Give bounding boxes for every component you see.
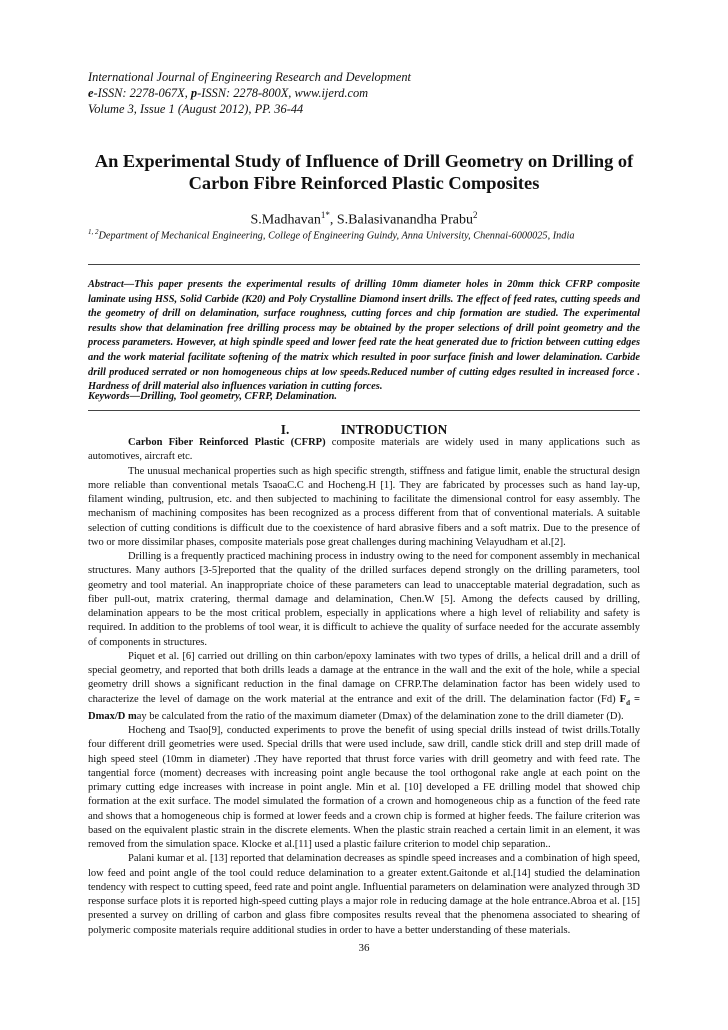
- paragraph-5: Hocheng and Tsao[9], conducted experiments to prove the benefit of using special drills instead of twist drills.Totally four different drill geometries were used. Special drills that were used include, saw drill, candle stick drill and step drill made of high speed steel (10mm in diameter) .They have reported that thrust force varies with drill geometry and with feed rate. The tangential force (moment) decreases with increasing point angle because the tool orthogonal rake angle at each point on the primary cutting edge increases with increase in point angle. Min et al. [10] developed a FE drilling model that showed chip formation at the exit surface. The model simulated the formation of a crown and homogeneous chip as a function of the feed rate and shows that a homogeneous chip is formed at lower feeds and a crown chip is formed at higher feeds. The failure criterion was based on the equivalent plastic strain in the discrete elements. When the plastic strain reached a certain limit in an element, it was removed from the simulation space. Klocke et al.[11] used a plastic failure criterion to model chip separation..: [88, 725, 640, 851]
- paragraph-2: The unusual mechanical properties such as high specific strength, stiffness and fatigue limit, enable the structural design more reliable than conventional metals TsaoaC.C and Hocheng.H [1]. They are fabricated by processes such as hand lay-up, filament winding, pultrusion, etc. and then subjected to machining to facilitate the dimensional control for easy assembly. The mechanism of machining composites has been recognized as a process different from that of conventional materials. A suitable selection of cutting conditions is difficult due to the coexistence of hard abrasive fibers and a soft matrix. Due to the presence of two or more dissimilar phases, composite materials pose great challenges during machining Velayudham et al.[2].: [88, 465, 640, 548]
- divider-bottom: [88, 410, 640, 411]
- paragraph-4-b: ay be calculated from the ratio of the maximum diameter (Dmax) of the delamination zone to the drill diameter (D).: [136, 710, 624, 722]
- section-number: I.: [280, 422, 290, 437]
- issn-line: [88, 85, 648, 101]
- paragraph-3: Drilling is a frequently practiced machining process in industry owing to the need for component assembly in mechanical structures. Many authors [3-5]reported that the quality of the drilled surfaces depend strongly on the drilling parameters, tool geometry and tool material. An inappropriate choice of these parameters can lead to unacceptable material degradation, such as fiber pull-out, matrix cratering, thermal damage and delamination, Chen.W [5]. Among the defects caused by drilling, delamination appears to be the most critical problem, especially in applications where a high level of reliability and safety is required. In addition to the problems of tool wear, it is difficult to achieve the quality of surface needed for the accurate assembly of components in structures.: [88, 551, 640, 648]
- divider-top: [88, 264, 640, 265]
- affiliation: [88, 224, 648, 244]
- author-1: S.Madhavan: [250, 212, 321, 228]
- author-2: , S.Balasivanandha Prabu: [329, 212, 473, 228]
- body-text: [88, 436, 640, 938]
- paragraph-6: Palani kumar et al. [13] reported that delamination decreases as spindle speed increases and a combination of high speed, low feed and point angle of the tool could reduce delamination to a greater extent.Gaitonde et al.[14] studied the delamination tendency with respect to cutting speed, feed rate and point angle. Influential parameters on delamination were analyzed through 3D response surface plots it is reported high-speed cutting plays a major role in reducing damage at the hole entrance.Abroa et al. [15] presented a survey on drilling of carbon and glass fibre composites results reveal that the phenomena associated to shearing of polymeric composite materials require additional studies in order to have a better understanding of these materials.: [88, 853, 640, 936]
- keywords: Keywords—Drilling, Tool geometry, CFRP, Delamination.: [88, 391, 338, 402]
- affiliation-superscript: 1, 2: [88, 228, 99, 236]
- paragraph-1-bold: Carbon Fiber Reinforced Plastic (CFRP): [128, 437, 326, 448]
- issn-p-text: -ISSN: 2278-800X, www.ijerd.com: [197, 86, 369, 100]
- paragraph-4-a: Piquet et al. [6] carried out drilling on thin carbon/epoxy laminates with two types of drills, a helical drill and a drill of special geometry, and reported that both drills leads a damage at the entrance in the wall and the exit of the hole, while a special geometry drill shows a significant reduction in the final damage on CFRP.The delamination factor has been widely used to characterize the level of damage on the work material at the entrance and exit of the drill. The delamination factor (Fd): [88, 650, 640, 705]
- author-2-superscript: 2: [472, 210, 478, 220]
- page-number: 36: [358, 942, 370, 954]
- volume-line: Volume 3, Issue 1 (August 2012), PP. 36-44: [88, 102, 304, 116]
- affiliation-text: Department of Mechanical Engineering, College of Engineering Guindy, Anna University, Chennai-6000025, India: [98, 230, 575, 242]
- section-title: INTRODUCTION: [340, 422, 448, 437]
- author-1-superscript: 1*: [320, 210, 330, 220]
- journal-name: International Journal of Engineering Research and Development: [88, 70, 412, 84]
- paper-title: An Experimental Study of Influence of Drill Geometry on Drilling of Carbon Fibre Reinforced Plastic Composites: [94, 151, 634, 193]
- issn-p-prefix: p: [190, 86, 198, 100]
- abstract: Abstract—This paper presents the experimental results of drilling 10mm diameter holes in 20mm thick CFRP composite laminate using HSS, Solid Carbide (K20) and Poly Crystalline Diamond insert drills. The effect of feed rates, cutting speeds and the geometry of drill on delamination, surface roughness, cutting forces and chip formation are studied. The experimental results show that delamination free drilling process may be obtained by the proper selections of drill point geometry and the process parameters. However, at high spindle speed and lower feed rate the heat generated due to friction between cutting edges and the work material facilitate softening of the matrix which resulted in poor surface finish and lower delamination. Carbide drill produced serrated or non homogeneous chips at low speeds.Reduced number of cutting edges resulted in increased force . Hardness of drill material also influences variation in cutting forces.: [88, 279, 640, 393]
- equation-subscript: d: [626, 698, 630, 707]
- equation-f: F: [619, 693, 627, 705]
- paragraph-1: [88, 436, 640, 465]
- issn-e-text: -ISSN: 2278-067X,: [93, 86, 191, 100]
- issn-e-prefix: e: [88, 86, 94, 100]
- journal-header: [88, 69, 648, 117]
- equation-body: = Dmax/D m: [88, 693, 640, 722]
- paragraph-1-rest: composite materials are widely used in many applications such as automotives, aircraft etc.: [88, 437, 640, 463]
- paragraph-4: [88, 650, 640, 724]
